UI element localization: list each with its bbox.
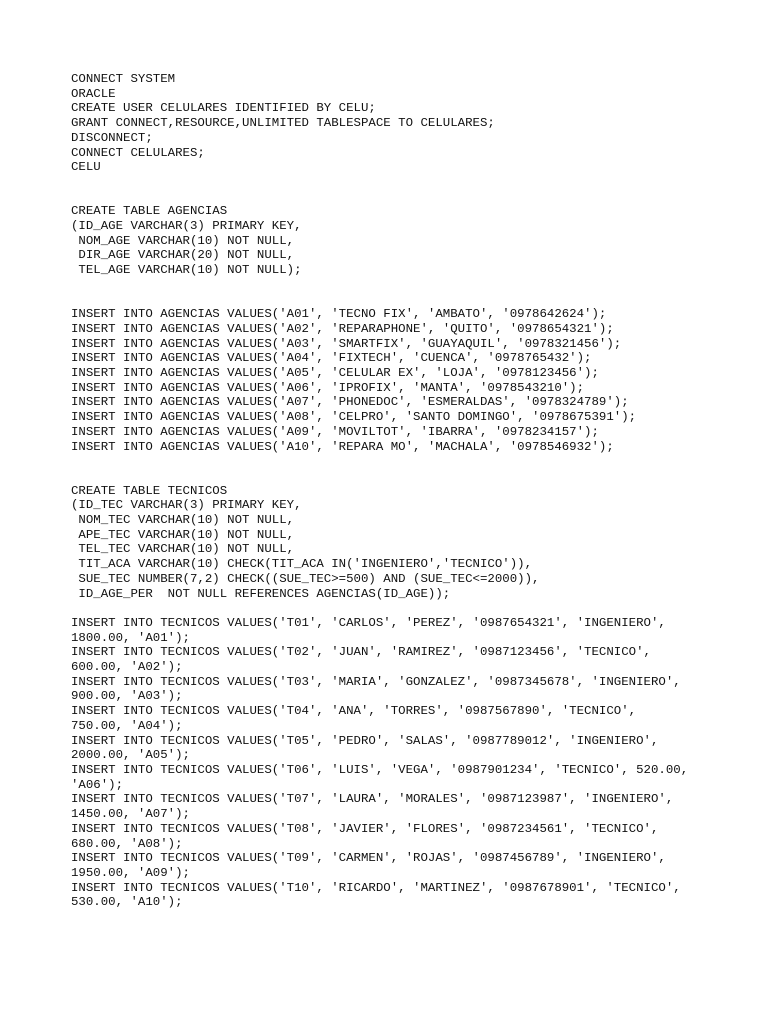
insert-line: INSERT INTO TECNICOS VALUES('T01', 'CARLOS', 'PEREZ', '0987654321', 'INGENIERO', (71, 615, 666, 630)
insert-line: INSERT INTO TECNICOS VALUES('T07', 'LAURA', 'MORALES', '0987123987', 'INGENIERO', (71, 792, 674, 807)
insert-line: INSERT INTO TECNICOS VALUES('T08', 'JAVIER', 'FLORES', '0987234561', 'TECNICO', (71, 821, 659, 836)
tecnicos-inserts (71, 616, 751, 910)
insert-line: INSERT INTO AGENCIAS VALUES('A05', 'CELULAR EX', 'LOJA', '0978123456'); (71, 366, 599, 381)
insert-line: 1950.00, 'A09'); (71, 865, 190, 880)
insert-line: 1800.00, 'A01'); (71, 630, 190, 645)
code-line: SUE_TEC NUMBER(7,2) CHECK((SUE_TEC>=500) AND (SUE_TEC<=2000)), (71, 571, 540, 586)
insert-line: INSERT INTO TECNICOS VALUES('T03', 'MARIA', 'GONZALEZ', '0987345678', 'INGENIERO', (71, 674, 681, 689)
code-line: CREATE USER CELULARES IDENTIFIED BY CELU; (71, 101, 376, 116)
spacer (71, 175, 751, 204)
insert-line: INSERT INTO AGENCIAS VALUES('A04', 'FIXTECH', 'CUENCA', '0978765432'); (71, 351, 592, 366)
connect-block (71, 72, 751, 175)
spacer (71, 601, 751, 616)
spacer (71, 454, 751, 483)
create-table-agencias (71, 204, 751, 278)
code-line: CONNECT CELULARES; (71, 145, 205, 160)
code-line: (ID_AGE VARCHAR(3) PRIMARY KEY, (71, 219, 302, 234)
code-line: CONNECT SYSTEM (71, 72, 176, 86)
insert-line: 680.00, 'A08'); (71, 836, 183, 851)
code-line: TEL_AGE VARCHAR(10) NOT NULL); (71, 263, 302, 278)
code-line: DISCONNECT; (71, 130, 153, 145)
insert-line: INSERT INTO AGENCIAS VALUES('A03', 'SMARTFIX', 'GUAYAQUIL', '0978321456'); (71, 336, 622, 351)
insert-line: 600.00, 'A02'); (71, 660, 183, 675)
code-line: ID_AGE_PER NOT NULL REFERENCES AGENCIAS(ID_AGE)); (71, 586, 451, 601)
code-line: TEL_TEC VARCHAR(10) NOT NULL, (71, 542, 295, 557)
agencias-inserts (71, 307, 751, 454)
code-line: NOM_TEC VARCHAR(10) NOT NULL, (71, 513, 295, 528)
insert-line: INSERT INTO TECNICOS VALUES('T02', 'JUAN', 'RAMIREZ', '0987123456', 'TECNICO', (71, 645, 651, 660)
code-line: APE_TEC VARCHAR(10) NOT NULL, (71, 527, 295, 542)
insert-line: INSERT INTO TECNICOS VALUES('T05', 'PEDRO', 'SALAS', '0987789012', 'INGENIERO', (71, 733, 659, 748)
code-line: CREATE TABLE AGENCIAS (71, 204, 228, 219)
code-line: CELU (71, 160, 101, 175)
insert-line: INSERT INTO AGENCIAS VALUES('A09', 'MOVILTOT', 'IBARRA', '0978234157'); (71, 424, 599, 439)
insert-line: INSERT INTO AGENCIAS VALUES('A07', 'PHONEDOC', 'ESMERALDAS', '0978324789'); (71, 395, 629, 410)
insert-line: 750.00, 'A04'); (71, 718, 183, 733)
insert-line: INSERT INTO AGENCIAS VALUES('A02', 'REPARAPHONE', 'QUITO', '0978654321'); (71, 321, 614, 336)
code-line: DIR_AGE VARCHAR(20) NOT NULL, (71, 248, 295, 263)
create-table-tecnicos (71, 484, 751, 602)
insert-line: INSERT INTO AGENCIAS VALUES('A08', 'CELPRO', 'SANTO DOMINGO', '0978675391'); (71, 410, 637, 425)
insert-line: 2000.00, 'A05'); (71, 748, 190, 763)
insert-line: 1450.00, 'A07'); (71, 807, 190, 822)
insert-line: INSERT INTO TECNICOS VALUES('T10', 'RICARDO', 'MARTINEZ', '0987678901', 'TECNICO', (71, 880, 681, 895)
spacer (71, 278, 751, 307)
code-line: ORACLE (71, 86, 116, 101)
code-line: GRANT CONNECT,RESOURCE,UNLIMITED TABLESPACE TO CELULARES; (71, 116, 495, 131)
insert-line: INSERT INTO TECNICOS VALUES('T06', 'LUIS', 'VEGA', '0987901234', 'TECNICO', 520.00, (71, 762, 689, 777)
insert-line: 900.00, 'A03'); (71, 689, 183, 704)
code-line: (ID_TEC VARCHAR(3) PRIMARY KEY, (71, 498, 302, 513)
insert-line: INSERT INTO AGENCIAS VALUES('A06', 'IPROFIX', 'MANTA', '0978543210'); (71, 380, 585, 395)
code-line: CREATE TABLE TECNICOS (71, 483, 228, 498)
code-line: NOM_AGE VARCHAR(10) NOT NULL, (71, 233, 295, 248)
insert-line: 530.00, 'A10'); (71, 895, 183, 910)
code-line: TIT_ACA VARCHAR(10) CHECK(TIT_ACA IN('INGENIERO','TECNICO')), (71, 557, 533, 572)
insert-line: INSERT INTO TECNICOS VALUES('T09', 'CARMEN', 'ROJAS', '0987456789', 'INGENIERO', (71, 851, 666, 866)
insert-line: INSERT INTO AGENCIAS VALUES('A10', 'REPARA MO', 'MACHALA', '0978546932'); (71, 439, 614, 454)
insert-line: 'A06'); (71, 777, 124, 792)
document-page (71, 72, 751, 910)
insert-line: INSERT INTO TECNICOS VALUES('T04', 'ANA', 'TORRES', '0987567890', 'TECNICO', (71, 704, 637, 719)
insert-line: INSERT INTO AGENCIAS VALUES('A01', 'TECNO FIX', 'AMBATO', '0978642624'); (71, 307, 607, 322)
